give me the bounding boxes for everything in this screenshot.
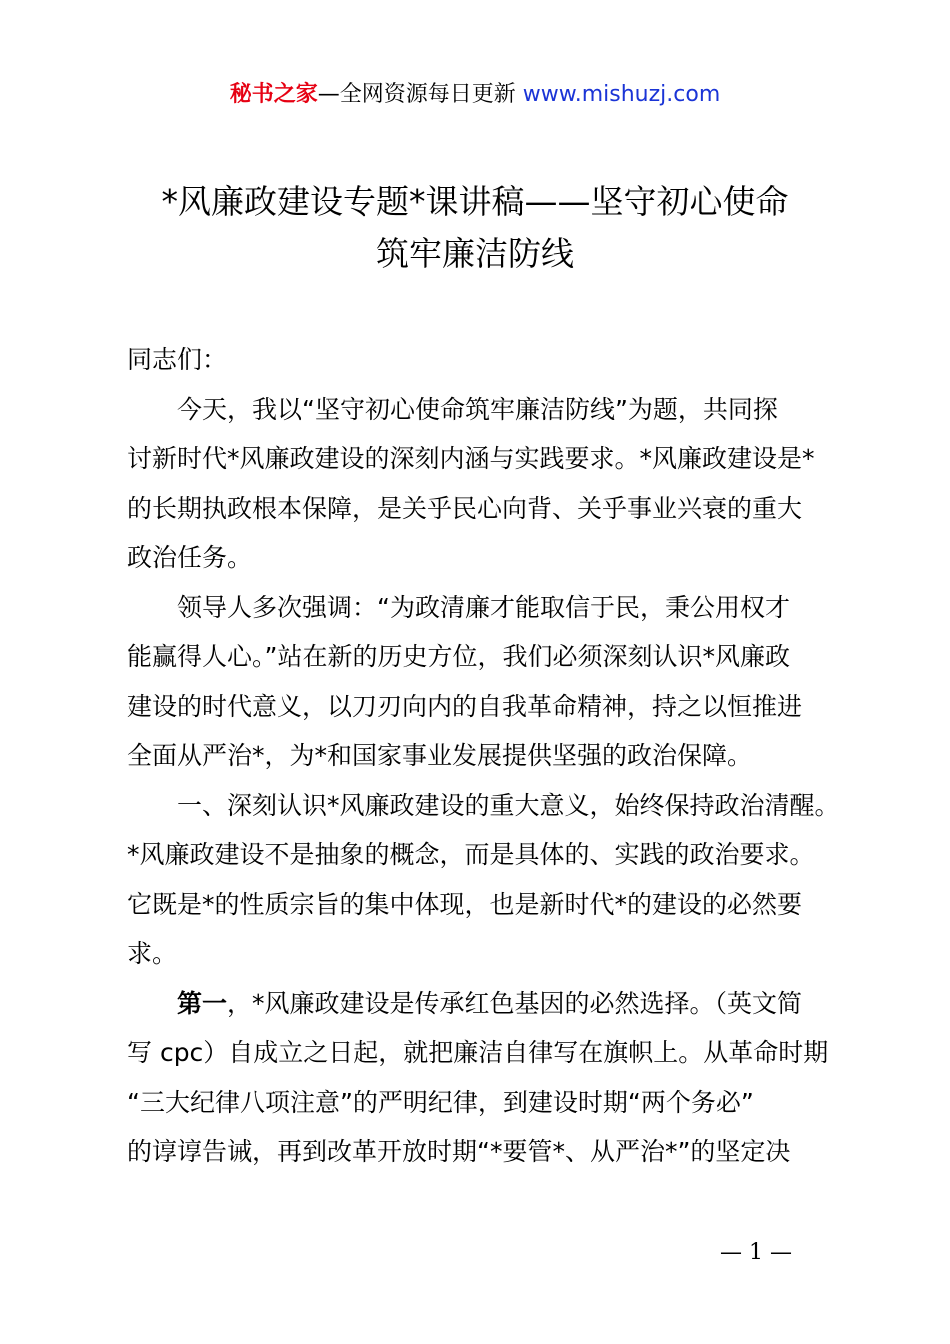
- header-tagline: —全网资源每日更新: [317, 82, 516, 107]
- paragraph-line: 建设的时代意义，以刀刃向内的自我革命精神，持之以恒推进: [127, 691, 803, 721]
- paragraph-line: 求。: [127, 939, 178, 968]
- paragraph-line: 的长期执政根本保障，是关乎民心向背、关乎事业兴衰的重大: [127, 493, 803, 523]
- point-label: 第一: [177, 988, 228, 1018]
- brand-name: 秘书之家: [229, 82, 318, 107]
- paragraph-line: *风廉政建设不是抽象的概念，而是具体的、实践的政治要求。: [127, 840, 815, 869]
- paragraph-line: 它既是*的性质宗旨的集中体现，也是新时代*的建设的必然要: [127, 889, 803, 919]
- title-line-1: *风廉政建设专题*课讲稿——坚守初心使命: [161, 182, 789, 221]
- document-body: [127, 335, 840, 1177]
- paragraph-line: [127, 979, 827, 1029]
- greeting: 同志们：: [127, 345, 228, 374]
- paragraph-line: 的谆谆告诫，再到改革开放时期“*要管*、从严治*”的坚定决: [127, 1137, 791, 1166]
- paragraph-line: 写 cpc）自成立之日起，就把廉洁自律写在旗帜上。从革命时期: [127, 1038, 829, 1067]
- point-text: ，*风廉政建设是传承红色基因的必然选择。（英文简: [227, 988, 803, 1018]
- paragraph-line: 今天，我以“坚守初心使命筑牢廉洁防线”为题，共同探: [177, 394, 778, 424]
- paragraph-line: 全面从严治*，为*和国家事业发展提供坚强的政治保障。: [127, 741, 753, 770]
- title-line-2: 筑牢廉洁防线: [376, 234, 574, 273]
- paragraph-line: “三大纪律八项注意”的严明纪律，到建设时期“两个务必”: [127, 1087, 754, 1117]
- section-heading-line: 一、深刻认识*风廉政建设的重大意义，始终保持政治清醒。: [177, 790, 840, 820]
- paragraph-line: 政治任务。: [127, 543, 253, 572]
- paragraph-3: [127, 781, 840, 979]
- site-header: [0, 80, 950, 110]
- site-url-link[interactable]: www.mishuzj.com: [522, 82, 721, 107]
- paragraph-2: [127, 583, 827, 781]
- paragraph-line: 领导人多次强调：“为政清廉才能取信于民，秉公用权才: [177, 592, 790, 622]
- document-title: [100, 176, 850, 280]
- paragraph-line: 能赢得人心。”站在新的历史方位，我们必须深刻认识*风廉政: [127, 642, 790, 671]
- paragraph-4: [127, 979, 827, 1177]
- page-number: — 1 —: [720, 1240, 792, 1265]
- paragraph-1: [127, 385, 827, 583]
- paragraph-line: 讨新时代*风廉政建设的深刻内涵与实践要求。*风廉政建设是*: [127, 444, 815, 473]
